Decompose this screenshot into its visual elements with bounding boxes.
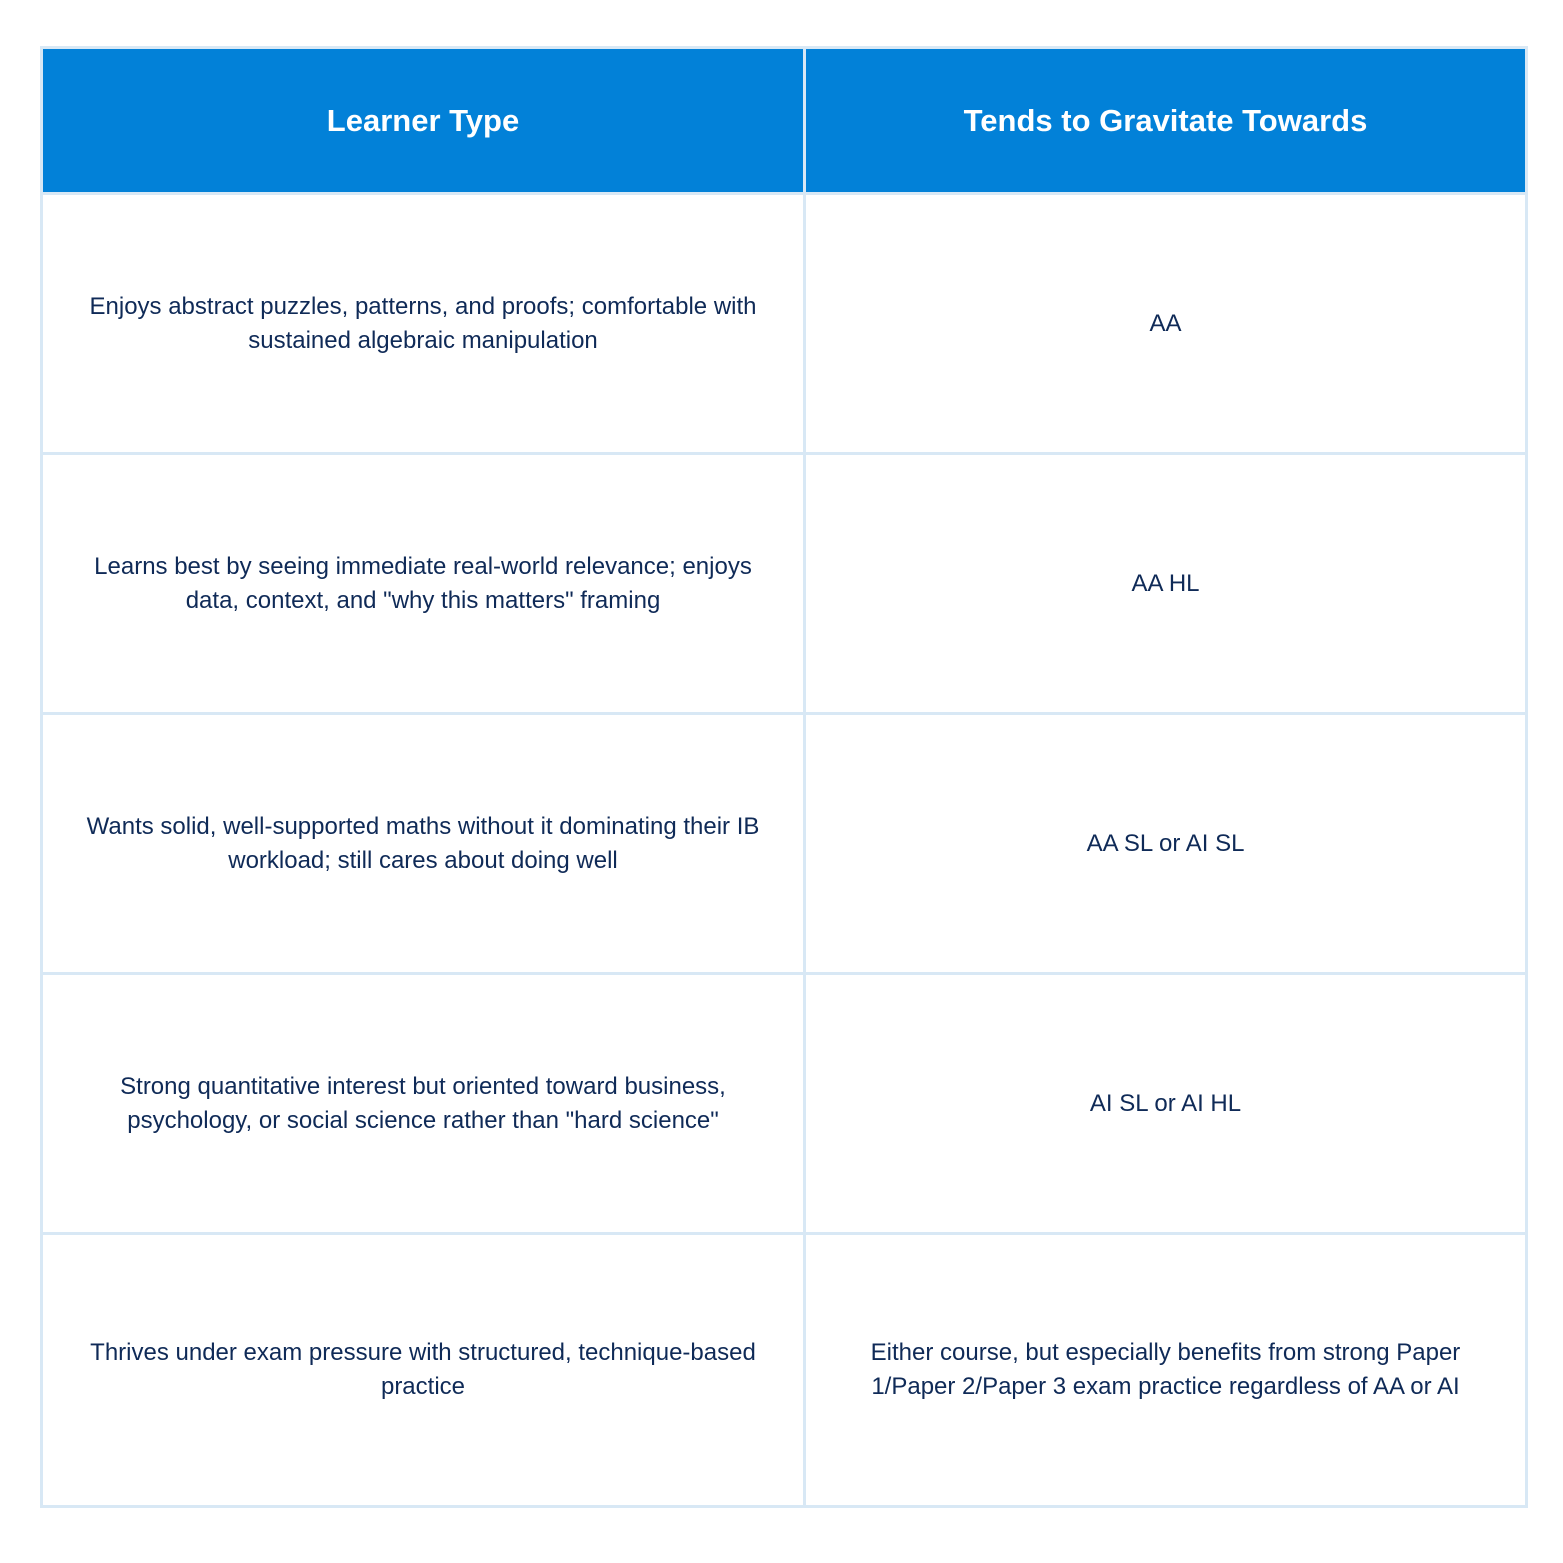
course-cell: Either course, but especially benefits from strong Paper 1/Paper 2/Paper 3 exam practice regardless of AA or AI xyxy=(805,1234,1527,1507)
course-cell: AI SL or AI HL xyxy=(805,974,1527,1234)
table-row xyxy=(42,1234,1527,1507)
header-learner-type: Learner Type xyxy=(42,48,805,194)
learner-type-cell: Wants solid, well-supported maths without it dominating their IB workload; still cares about doing well xyxy=(42,714,805,974)
table-row xyxy=(42,454,1527,714)
learner-type-cell: Strong quantitative interest but oriented toward business, psychology, or social science rather than "hard science" xyxy=(42,974,805,1234)
table-row xyxy=(42,714,1527,974)
learner-type-table-container xyxy=(40,46,1525,1508)
learner-type-cell: Learns best by seeing immediate real-world relevance; enjoys data, context, and "why this matters" framing xyxy=(42,454,805,714)
course-cell: AA xyxy=(805,194,1527,454)
table-row xyxy=(42,194,1527,454)
learner-type-table xyxy=(40,46,1528,1508)
table-row xyxy=(42,974,1527,1234)
header-gravitate-towards: Tends to Gravitate Towards xyxy=(805,48,1527,194)
course-cell: AA SL or AI SL xyxy=(805,714,1527,974)
table-header-row xyxy=(42,48,1527,194)
learner-type-cell: Enjoys abstract puzzles, patterns, and proofs; comfortable with sustained algebraic manipulation xyxy=(42,194,805,454)
learner-type-cell: Thrives under exam pressure with structured, technique-based practice xyxy=(42,1234,805,1507)
course-cell: AA HL xyxy=(805,454,1527,714)
